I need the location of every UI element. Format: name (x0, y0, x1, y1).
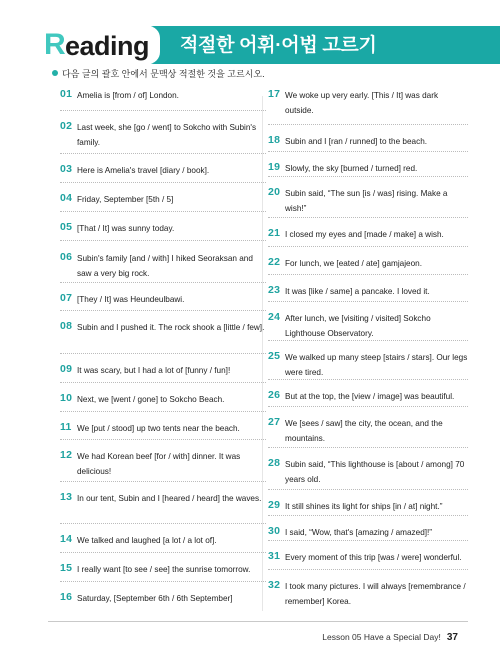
question-number: 08 (60, 320, 73, 332)
item-divider (60, 153, 266, 154)
question-text: We [put / stood] up two tents near the beach. (77, 424, 240, 433)
question-number: 21 (268, 227, 281, 239)
question-number: 24 (268, 311, 281, 323)
page-header (30, 18, 500, 70)
question-text: I said, “Wow, that's [amazing / amazed]!” (285, 528, 433, 537)
item-divider (60, 310, 266, 311)
question-text: Subin said, “This lighthouse is [about / among] 70 years old. (285, 460, 465, 484)
question-text: Subin and I pushed it. The rock shook a [little / few]. (77, 323, 265, 332)
question-text: Amelia is [from / of] London. (77, 91, 179, 100)
question-number: 25 (268, 350, 281, 362)
question-text: But at the top, the [view / image] was beautiful. (285, 392, 455, 401)
item-divider (268, 124, 468, 125)
item-divider (268, 246, 468, 247)
question-text: Next, we [went / gone] to Sokcho Beach. (77, 395, 225, 404)
item-divider (268, 515, 468, 516)
question-text: I really want [to see / see] the sunrise tomorrow. (77, 565, 251, 574)
question-number: 20 (268, 186, 281, 198)
item-divider (268, 217, 468, 218)
question-text: Subin's family [and / with] I hiked Seoraksan and saw a very big rock. (77, 254, 253, 278)
item-divider (60, 182, 266, 183)
item-divider (268, 489, 468, 490)
question-number: 10 (60, 392, 73, 404)
question-text: For lunch, we [eated / ate] gamjajeon. (285, 259, 422, 268)
question-number: 17 (268, 88, 281, 100)
question-number: 14 (60, 533, 73, 545)
question-number: 28 (268, 457, 281, 469)
item-divider (60, 240, 266, 241)
question-number: 03 (60, 163, 73, 175)
instruction-text: 다음 글의 괄호 안에서 문맥상 적절한 것을 고르시오. (62, 69, 265, 79)
question-text: I closed my eyes and [made / make] a wish. (285, 230, 444, 239)
question-text: It still shines its light for ships [in / at] night.” (285, 502, 443, 511)
question-number: 16 (60, 591, 73, 603)
question-text: We [sees / saw] the city, the ocean, and the mountains. (285, 419, 443, 443)
question-text: [That / It] was sunny today. (77, 224, 175, 233)
question-text: Subin said, “The sun [is / was] rising. Make a wish!” (285, 189, 448, 213)
item-divider (60, 523, 266, 524)
item-divider (60, 382, 266, 383)
question-text: It was [like / same] a pancake. I loved it. (285, 287, 430, 296)
brand-logo-r: R (44, 28, 66, 61)
brand-logo-text: eading (65, 31, 150, 61)
item-divider (60, 411, 266, 412)
question-text: Last week, she [go / went] to Sokcho with Subin's family. (77, 123, 257, 147)
question-number: 18 (268, 134, 281, 146)
instruction (52, 68, 265, 80)
question-text: We had Korean beef [for / with] dinner. It was delicious! (77, 452, 241, 476)
question-text: [They / It] was Heundeulbawi. (77, 295, 185, 304)
question-number: 22 (268, 256, 281, 268)
question-number: 05 (60, 221, 73, 233)
question-number: 13 (60, 491, 73, 503)
question-number: 11 (60, 421, 72, 433)
item-divider (268, 447, 468, 448)
bullet-icon (52, 70, 58, 76)
question-number: 26 (268, 389, 281, 401)
question-number: 32 (268, 579, 281, 591)
question-text: It was scary, but I had a lot of [funny / fun]! (77, 366, 231, 375)
question-number: 01 (60, 88, 73, 100)
question-number: 09 (60, 363, 73, 375)
item-divider (60, 439, 266, 440)
item-divider (60, 353, 266, 354)
item-divider (60, 211, 266, 212)
page-footer (322, 631, 458, 644)
item-divider (60, 110, 266, 111)
question-number: 06 (60, 251, 73, 263)
item-divider (60, 282, 266, 283)
item-divider (268, 151, 468, 152)
question-text: After lunch, we [visiting / visited] Sokcho Lighthouse Observatory. (285, 314, 431, 338)
question-text: We woke up very early. [This / It] was dark outside. (285, 91, 439, 115)
question-text: Subin and I [ran / runned] to the beach. (285, 137, 428, 146)
question-text: Every moment of this trip [was / were] wonderful. (285, 553, 462, 562)
question-text: Here is Amelia's travel [diary / book]. (77, 166, 210, 175)
question-text: Saturday, [September 6th / 6th September] (77, 594, 233, 603)
question-number: 29 (268, 499, 281, 511)
question-text: We talked and laughed [a lot / a lot of]. (77, 536, 217, 545)
question-text: Slowly, the sky [burned / turned] red. (285, 164, 418, 173)
item-divider (268, 569, 468, 570)
item-divider (60, 481, 266, 482)
question-number: 07 (60, 292, 73, 304)
question-text: We walked up many steep [stairs / stars]. Our legs were tired. (285, 353, 468, 377)
question-number: 02 (60, 120, 73, 132)
section-title: 적절한 어휘·어법 고르기 (180, 35, 377, 56)
item-divider (268, 406, 468, 407)
item-divider (268, 301, 468, 302)
question-number: 19 (268, 161, 281, 173)
item-divider (60, 581, 266, 582)
question-number: 04 (60, 192, 73, 204)
question-number: 30 (268, 525, 281, 537)
question-number: 23 (268, 284, 281, 296)
lesson-title: Lesson 05 Have a Special Day! (322, 632, 441, 642)
item-divider (268, 176, 468, 177)
question-number: 31 (268, 550, 281, 562)
page-number: 37 (446, 632, 458, 643)
item-divider (268, 540, 468, 541)
question-text: In our tent, Subin and I [heared / heard] the waves. (77, 494, 262, 503)
item-divider (268, 274, 468, 275)
question-number: 15 (60, 562, 73, 574)
question-text: I took many pictures. I will always [remembrance / remember] Korea. (285, 582, 466, 606)
item-divider (60, 552, 266, 553)
question-text: Friday, September [5th / 5] (77, 195, 174, 204)
question-number: 27 (268, 416, 281, 428)
footer-divider (48, 621, 468, 622)
question-number: 12 (60, 449, 73, 461)
